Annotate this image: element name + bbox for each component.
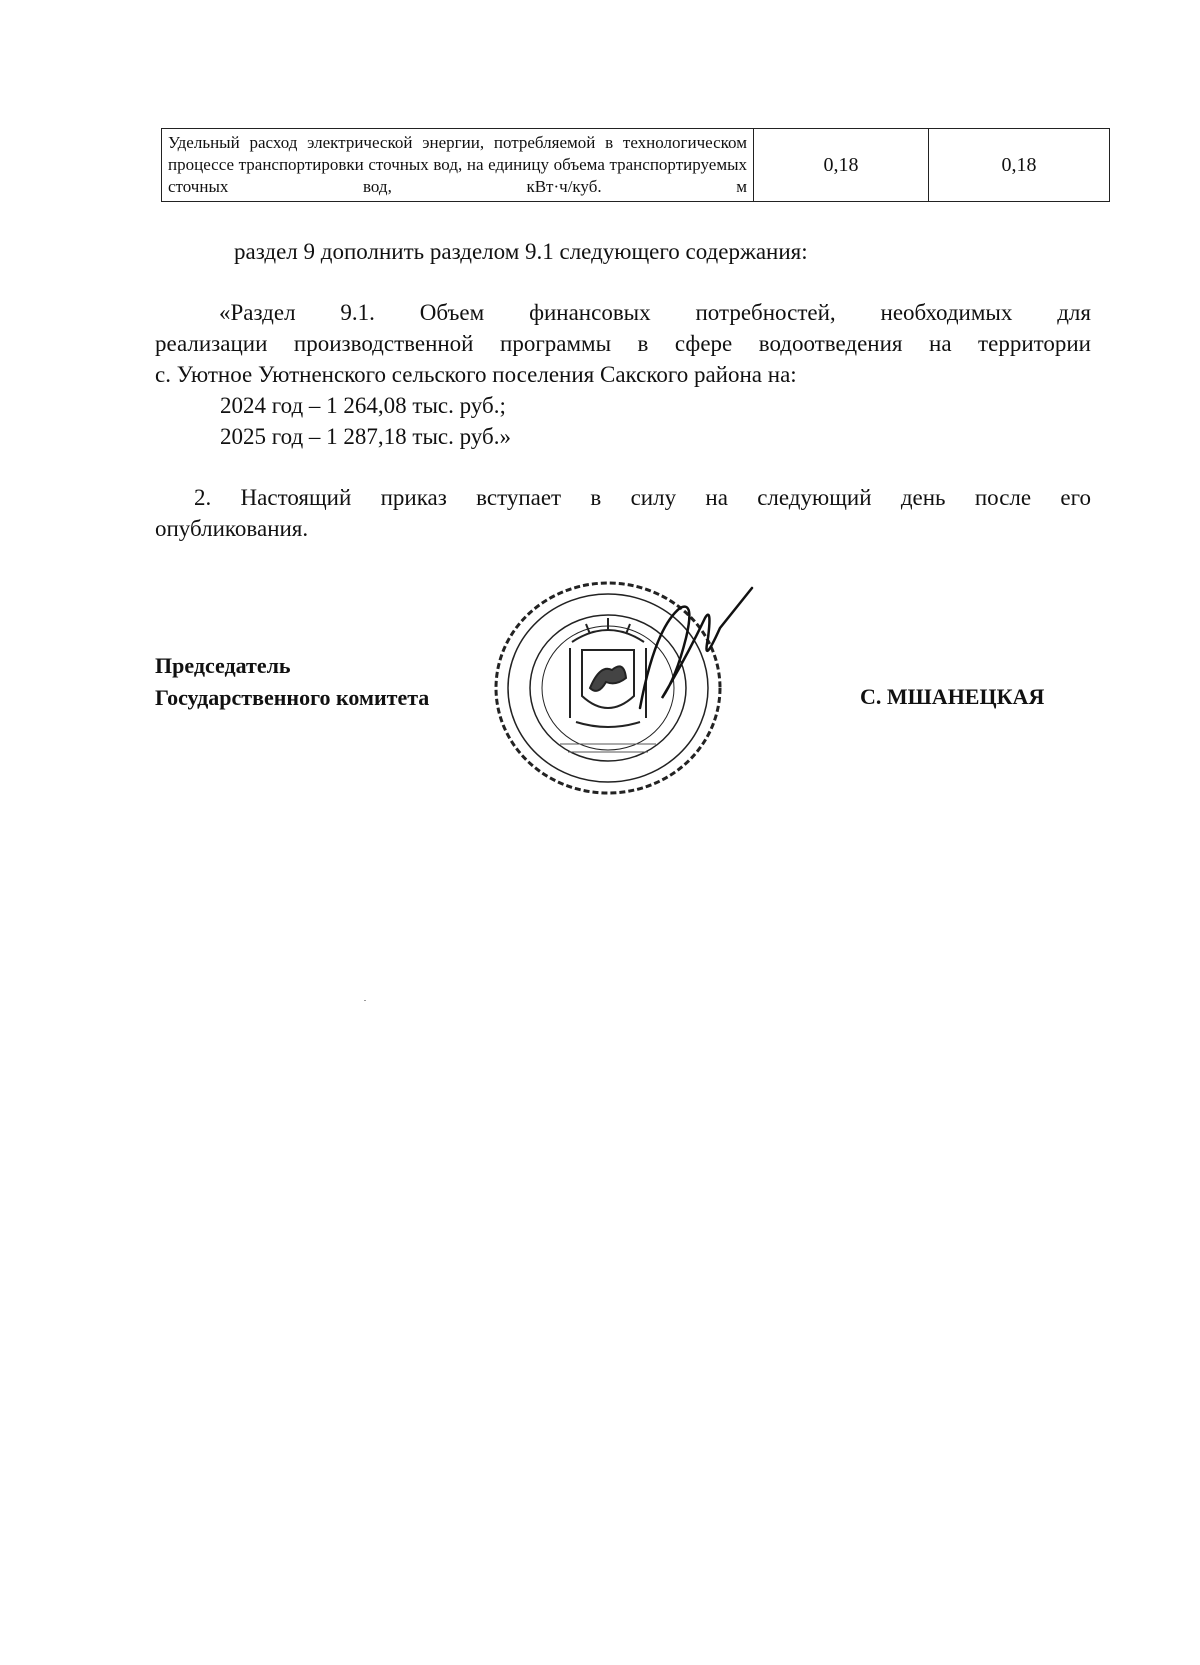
amount-2024: 2024 год – 1 264,08 тыс. руб.; — [220, 393, 506, 418]
item-2-line-2: опубликования. — [155, 516, 309, 541]
section-line-2: реализации производственной программы в сфере водоотведения на территории — [155, 331, 1091, 356]
scan-artifact — [364, 1000, 366, 1001]
section-line-1: «Раздел 9.1. Объем финансовых потребностей, необходимых для — [219, 300, 1091, 325]
indicator-description: Удельный расход электрической энергии, потребляемой в технологическом процессе транспортировки сточных вод, на единицу объема транспортируемых сточных вод, кВт·ч/куб. м — [162, 129, 754, 201]
seal-inner-lines — [560, 744, 656, 752]
intro-paragraph: раздел 9 дополнить разделом 9.1 следующего содержания: — [234, 239, 808, 264]
signatory-title-line-2: Государственного комитета — [155, 685, 430, 710]
indicator-value-2025: 0,18 — [1001, 153, 1037, 176]
signatory-title — [155, 650, 429, 714]
indicator-table — [161, 128, 1110, 202]
official-seal-with-signature — [490, 568, 780, 818]
amount-2025: 2025 год – 1 287,18 тыс. руб.» — [220, 424, 511, 449]
signatory-name: С. МШАНЕЦКАЯ — [860, 684, 1045, 709]
indicator-value-2024: 0,18 — [754, 129, 929, 201]
crimea-coat-of-arms-icon — [570, 618, 646, 727]
section-line-3: с. Уютное Уютненского сельского поселения Сакского района на: — [155, 362, 797, 387]
signatory-title-line-1: Председатель — [155, 653, 291, 678]
item-2-line-1: 2. Настоящий приказ вступает в силу на следующий день после его — [194, 485, 1091, 510]
